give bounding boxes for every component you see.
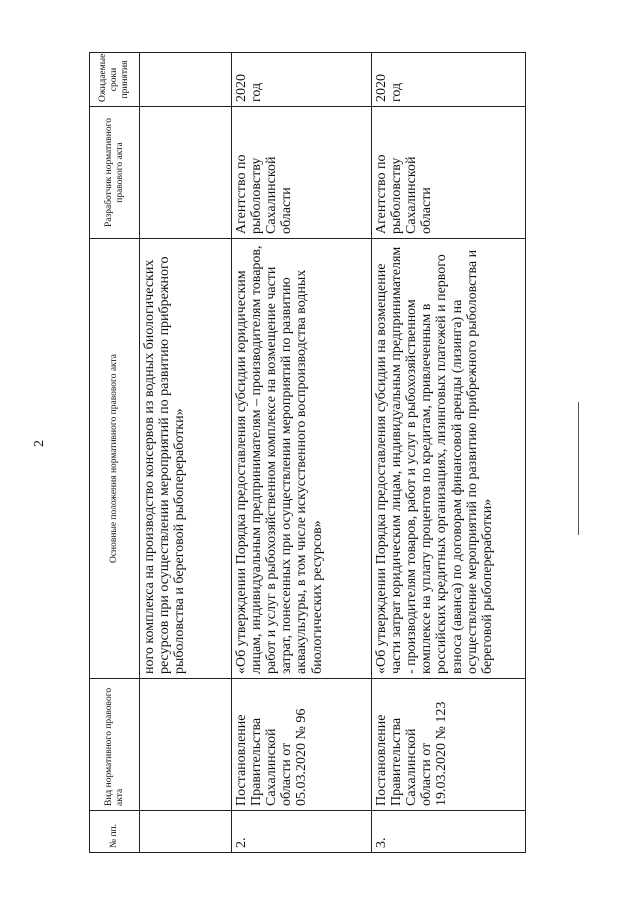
cell-content: ного комплекса на производство консервов из водных биологических ресурсов при осуществлении мероприятий по развитию прибрежного рыболовства и береговой рыбопереработки» [140,239,232,679]
table-header-row [90,53,140,853]
cell-deadline: 2020 год [372,53,526,107]
cell-developer [140,107,232,239]
rotated-table-container [89,53,525,853]
cell-num: 3. [372,811,526,853]
header-num: № пп. [90,811,140,853]
header-deadline: Ожидаемые сроки принятия [90,53,140,107]
cell-num: 2. [232,811,372,853]
header-developer: Разработчик нормативного правового акта [90,107,140,239]
legal-acts-table [89,52,526,853]
page-number: 2 [32,440,47,447]
cell-deadline [140,53,232,107]
cell-content: «Об утверждении Порядка предоставления субсидии юридическим лицам, индивидуальным предпринимателям – производителям товаров, работ и услуг в рыбохозяйственном комплексе на возмещение части затрат, понесенных при осуществлении мероприятий по развитию аквакультуры, в том числе искусственного воспроизводства водных биологических ресурсов» [232,239,372,679]
table-row [372,53,526,853]
cell-developer: Агентство по рыболовству Сахалинской области [232,107,372,239]
header-type: Вид нормативного правового акта [90,679,140,811]
signature-line [578,402,579,535]
cell-type: Постановление Правительства Сахалинской области от 05.03.2020 № 96 [232,679,372,811]
table-row [140,53,232,853]
cell-content: «Об утверждении Порядка предоставления субсидии на возмещение части затрат юридическим лицам, индивидуальным предпринимателям - производителям товаров, работ и услуг в рыбохозяйственном комплексе на уплату процентов по кредитам, привлеченным в российских кредитных организациях, лизинговых платежей и первого взноса (аванса) по договорам финансовой аренды (лизинга) на осуществление мероприятий по развитию прибрежного рыболовства и береговой рыбопереработки» [372,239,526,679]
table-row [232,53,372,853]
cell-developer: Агентство по рыболовству Сахалинской области [372,107,526,239]
cell-type: Постановление Правительства Сахалинской области от 19.03.2020 № 123 [372,679,526,811]
cell-num [140,811,232,853]
header-content: Основные положения нормативного правового акта [90,239,140,679]
cell-type [140,679,232,811]
cell-deadline: 2020 год [232,53,372,107]
